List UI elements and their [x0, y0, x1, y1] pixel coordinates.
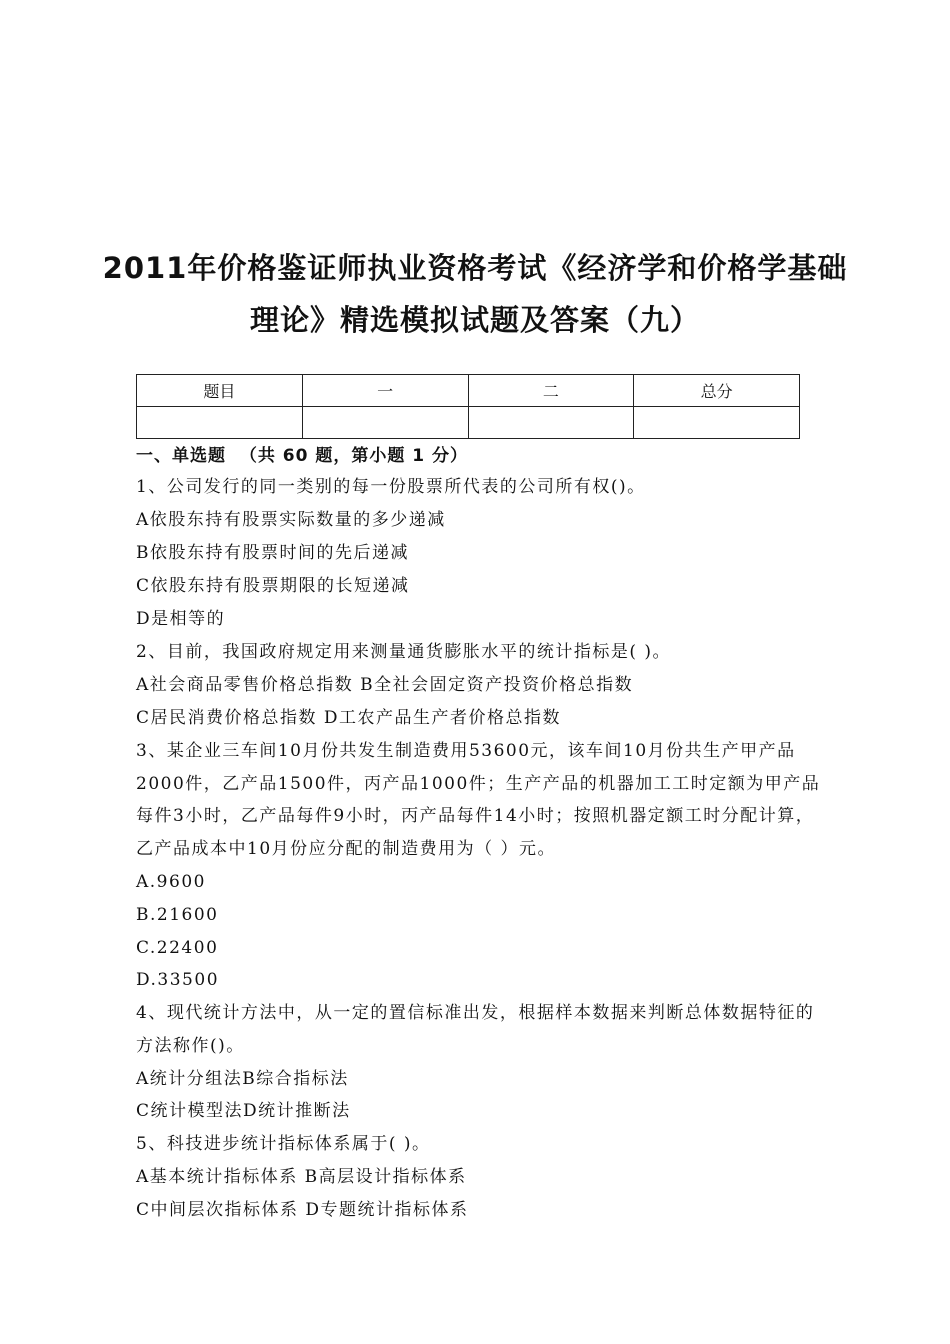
score-header-cell: 题目 — [137, 375, 303, 407]
score-value-cell — [468, 407, 634, 439]
document-title-line-2: 理论》精选模拟试题及答案（九） — [249, 303, 700, 337]
text-line: 每件3小时，乙产品每件9小时，丙产品每件14小时；按照机器定额工时分配计算， — [136, 806, 815, 826]
score-value-cell — [137, 407, 303, 439]
text-line: C依股东持有股票期限的长短递减 — [136, 576, 410, 596]
score-header-cell: 二 — [468, 375, 634, 407]
text-line: C.22400 — [136, 938, 219, 958]
text-line: 5、科技进步统计指标体系属于( )。 — [136, 1134, 431, 1154]
text-line: A社会商品零售价格总指数 B全社会固定资产投资价格总指数 — [136, 675, 634, 695]
text-line: D.33500 — [136, 970, 220, 990]
score-value-cell — [634, 407, 800, 439]
text-line: D是相等的 — [136, 609, 226, 629]
text-line: 1、公司发行的同一类别的每一份股票所代表的公司所有权()。 — [136, 477, 646, 497]
score-value-cell — [302, 407, 468, 439]
text-line: C居民消费价格总指数 D工农产品生产者价格总指数 — [136, 708, 562, 728]
document-title-line-1: 2011年价格鉴证师执业资格考试《经济学和价格学基础 — [102, 251, 848, 285]
text-line: 方法称作()。 — [136, 1036, 245, 1056]
text-line: B依股东持有股票时间的先后递减 — [136, 543, 409, 563]
text-line: A.9600 — [136, 872, 206, 892]
text-line: 2、目前，我国政府规定用来测量通货膨胀水平的统计指标是( )。 — [136, 642, 671, 662]
text-line: 乙产品成本中10月份应分配的制造费用为（ ）元。 — [136, 839, 557, 859]
text-line: 2000件，乙产品1500件，丙产品1000件；生产产品的机器加工工时定额为甲产品 — [136, 774, 821, 794]
section-heading: 一、单选题 （共 60 题，第小题 1 分） — [136, 446, 468, 466]
score-header-cell: 一 — [302, 375, 468, 407]
text-line: C中间层次指标体系 D专题统计指标体系 — [136, 1200, 469, 1220]
text-line: 4、现代统计方法中，从一定的置信标准出发，根据样本数据来判断总体数据特征的 — [136, 1003, 815, 1023]
score-table-header-row — [137, 375, 800, 407]
score-table-value-row — [137, 407, 800, 439]
text-line: A基本统计指标体系 B高层设计指标体系 — [136, 1167, 467, 1187]
text-line: 3、某企业三车间10月份共发生制造费用53600元，该车间10月份共生产甲产品 — [136, 741, 796, 761]
text-line: A统计分组法B综合指标法 — [136, 1069, 349, 1089]
text-line: A依股东持有股票实际数量的多少递减 — [136, 510, 446, 530]
score-header-cell: 总分 — [634, 375, 800, 407]
text-line: C统计模型法D统计推断法 — [136, 1101, 351, 1121]
score-table — [136, 374, 800, 439]
text-line: B.21600 — [136, 905, 219, 925]
